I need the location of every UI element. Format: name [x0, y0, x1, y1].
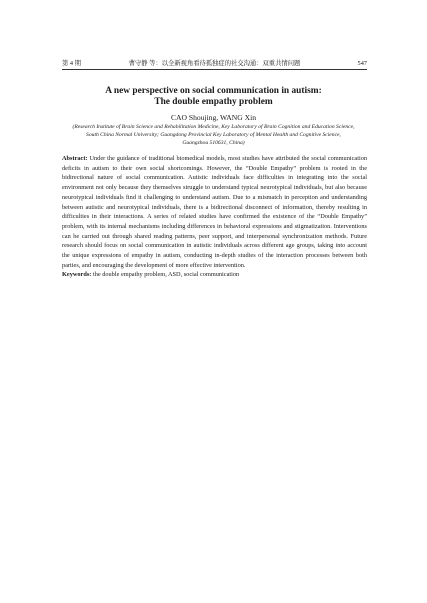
running-header: [62, 59, 367, 70]
page-number: 547: [357, 60, 367, 67]
paper-title: [40, 86, 387, 108]
running-title: 曹守静 等：以全新视角看待孤独症的社交沟通：双重共情问题: [128, 60, 301, 67]
abstract-paragraph: [62, 154, 367, 270]
issue-number: 第 4 期: [62, 60, 81, 67]
affiliation: [40, 124, 387, 147]
affiliation-line-2: South China Normal University; Guangdong Provincial Key Laboratory of Mental Health and Cognitive Science,: [86, 132, 341, 138]
abstract-label: Abstract:: [62, 155, 90, 162]
paper-title-line-1: A new perspective on social communication in autism:: [105, 86, 322, 96]
affiliation-line-1: (Research Institute of Brain Science and Rehabilitation Medicine, Key Laboratory of Brain Cognition and Education Science,: [72, 124, 355, 131]
keywords-label: Keywords:: [62, 271, 93, 279]
keywords: [62, 270, 367, 280]
abstract-text: Under the guidance of traditional biomedical models, most studies have attributed the social communication deficits in autism to their own social shortcomings. However, the “Double Empathy” problem is rooted in the bidirectional nature of social communication. Autistic individuals face difficulties in integrating into the social environment not only because they themselves struggle to understand typical neurotypical individuals, but also because neurotypical individuals find it challenging to understand autism. Due to a mismatch in perception and understanding between autistic and neurotypical individuals, there is a bidirectional disconnect of information, thereby resulting in difficulties in their interactions. A series of related studies have confirmed the existence of the “Double Empathy” problem, with its internal mechanisms including differences in behavioral expressions and stigmatization. Interventions can be carried out through shared reading patterns, peer support, and interpersonal synchronization methods. Future research should focus on social communication in autistic individuals across different age groups, taking into account the unique expressions of empathy in autism, conducting in-depth studies of the interaction processes between both parties, and encouraging the development of more effective intervention.: [62, 155, 367, 269]
paper-title-line-2: The double empathy problem: [154, 97, 273, 108]
title-block: [40, 86, 387, 147]
affiliation-line-3: Guangzhou 510631, China): [182, 139, 245, 146]
keywords-text: the double empathy problem, ASD, social communication: [92, 271, 240, 279]
authors: CAO Shoujing, WANG Xin: [170, 113, 257, 123]
abstract: [62, 154, 367, 280]
